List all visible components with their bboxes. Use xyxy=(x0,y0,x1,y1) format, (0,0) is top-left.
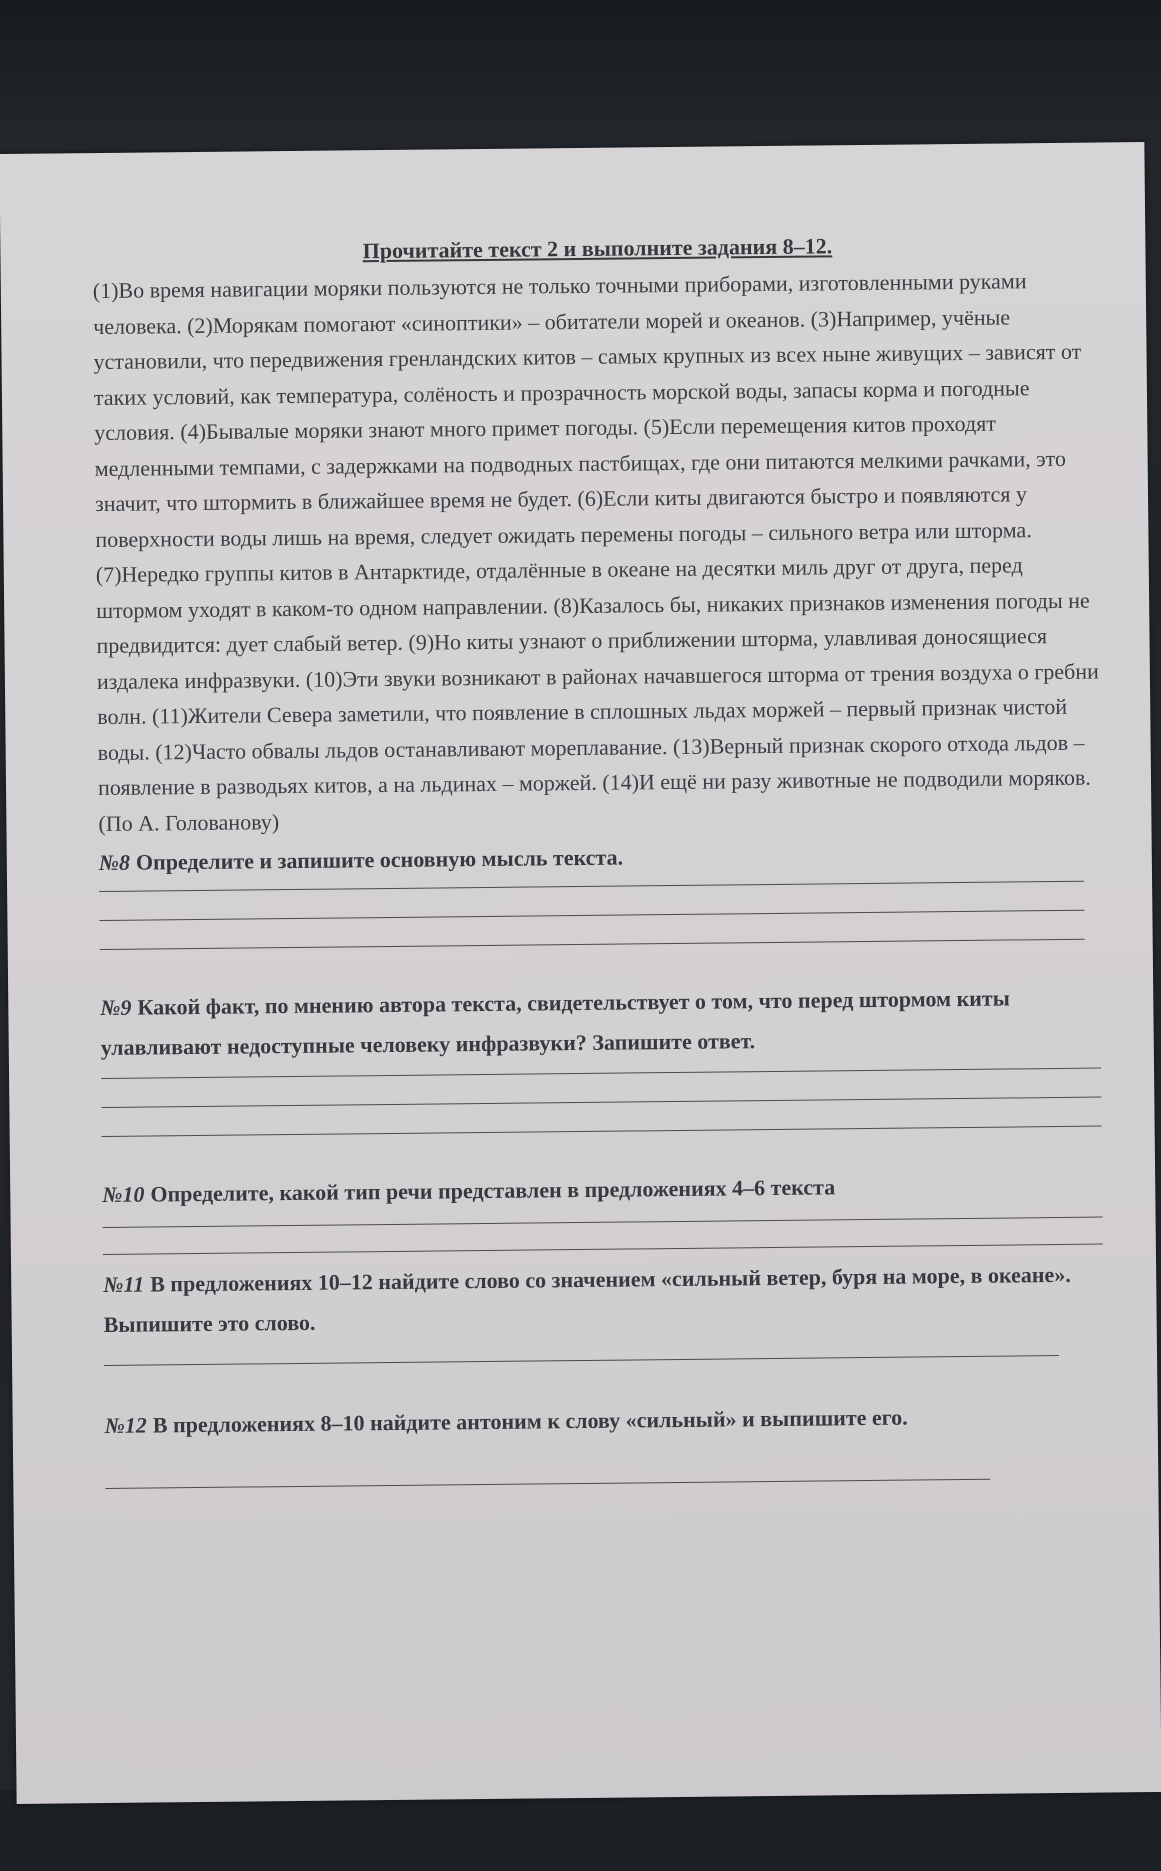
paper-sheet xyxy=(0,142,1161,1804)
task-11-question xyxy=(103,1254,1114,1345)
task-8-question xyxy=(99,832,1109,883)
task-10-question xyxy=(102,1164,1112,1215)
page-title: Прочитайте текст 2 и выполните задания 8–12. xyxy=(362,233,833,264)
task-11-text: В предложениях 10–12 найдите слово со значением «сильный ветер, буря на море, в океане». Выпишите это слово. xyxy=(103,1261,1071,1338)
answer-line[interactable] xyxy=(103,1244,1103,1255)
task-8-text: Определите и запишите основную мысль текста. xyxy=(135,844,624,875)
task-12-question xyxy=(105,1395,1115,1446)
task-9-number: №9 xyxy=(100,994,132,1021)
answer-line[interactable] xyxy=(101,1068,1101,1079)
task-12-number: №12 xyxy=(104,1412,147,1439)
answer-line[interactable] xyxy=(100,939,1085,950)
task-12-text: В предложениях 8–10 найдите антоним к слову «сильный» и выпишите его. xyxy=(152,1404,908,1438)
task-12 xyxy=(105,1395,1116,1489)
task-9-question xyxy=(100,977,1111,1068)
task-8 xyxy=(99,832,1110,950)
answer-line[interactable] xyxy=(103,1217,1103,1228)
answer-line[interactable] xyxy=(99,910,1084,921)
task-10 xyxy=(102,1164,1113,1255)
task-11 xyxy=(103,1254,1114,1366)
reading-passage: (1)Во время навигации моряки пользуются не только точными приборами, изготовленными руками человека. (2)Морякам помогают «синоптики» – обитатели морей и океанов. (3)Например, учёные установили, что передвижения гренландских китов – самых крупных из всех ныне живущих – зависят от таких условий, как температура, солёность и прозрачность морской воды, запасы корма и погодные условия. (4)Бывалые моряки знают много примет погоды. (5)Если перемещения китов проходят медленными темпами, с задержками на подводных пастбищах, где они питаются мелкими рачками, это значит, что штормить в ближайшее время не будет. (6)Если киты двигаются быстро и появляются у поверхности воды лишь на время, следует ожидать перемены погоды – сильного ветра или шторма. (7)Нередко группы китов в Антарктиде, отдалённые в океане на десятки миль друг от друга, перед штормом уходят в каком-то одном направлении. (8)Казалось бы, никаких признаков изменения погоды не предвидится: дует слабый ветер. (9)Но киты узнают о приближении шторма, улавливая доносящиеся издалека инфразвуки. (10)Эти звуки возникают в районах начавшегося шторма от трения воздуха о гребни волн. (11)Жители Севера заметили, что появление в сплошных льдах моржей – первый признак чистой воды. (12)Часто обвалы льдов останавливают мореплавание. (13)Верный признак скорого отхода льдов – появление в разводьях китов, а на льдинах – моржей. (14)И ещё ни разу животные не подводили моряков. (По А. Голованову) xyxy=(92,268,1099,836)
task-9-text: Какой факт, по мнению автора текста, свидетельствует о том, что перед штормом киты улавливают недоступные человеку инфразвуки? Запишите ответ. xyxy=(100,985,1010,1061)
answer-line[interactable] xyxy=(99,881,1084,892)
sheet-content xyxy=(92,230,1115,1489)
task-8-number: №8 xyxy=(98,849,131,876)
background-top xyxy=(0,0,1161,150)
answer-line[interactable] xyxy=(102,1126,1102,1137)
task-10-text: Определите, какой тип речи представлен в предложениях 4–6 текста xyxy=(150,1174,836,1207)
answer-line[interactable] xyxy=(101,1097,1101,1108)
task-11-number: №11 xyxy=(103,1271,145,1298)
task-9 xyxy=(100,977,1112,1137)
answer-line[interactable] xyxy=(104,1355,1059,1366)
task-10-number: №10 xyxy=(102,1181,145,1208)
answer-line[interactable] xyxy=(105,1479,990,1489)
